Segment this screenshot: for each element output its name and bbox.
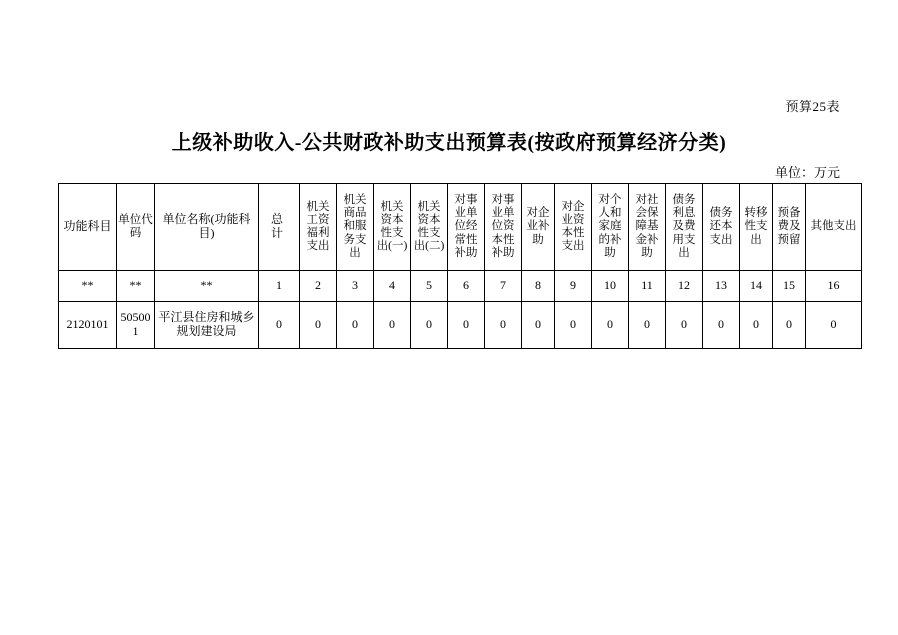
cell-agency-salary-welfare: 0 — [300, 302, 337, 349]
cell-agency-capital-1: 0 — [374, 302, 411, 349]
cell-reserve-fund: 0 — [773, 302, 806, 349]
cell-enterprise-capital: 0 — [555, 302, 592, 349]
cell-social-security-fund-subsidy: 0 — [629, 302, 666, 349]
col-header-unit-code: 单位代码 — [117, 184, 155, 271]
col-header-institution-capital-subsidy: 对事业单位资本性补助 — [485, 184, 522, 271]
cell-social-security-fund-subsidy: 11 — [629, 271, 666, 302]
col-header-agency-capital-1: 机关资本性支出(一) — [374, 184, 411, 271]
cell-debt-interest-fees: 12 — [666, 271, 703, 302]
cell-agency-capital-1: 4 — [374, 271, 411, 302]
cell-unit-name: 平江县住房和城乡规划建设局 — [155, 302, 259, 349]
table-header-row — [59, 184, 862, 271]
cell-agency-goods-services: 3 — [337, 271, 374, 302]
cell-function-subject: ** — [59, 271, 117, 302]
col-header-enterprise-subsidy: 对企业补助 — [522, 184, 555, 271]
cell-function-subject: 2120101 — [59, 302, 117, 349]
cell-agency-capital-2: 0 — [411, 302, 448, 349]
cell-debt-principal: 0 — [703, 302, 740, 349]
cell-unit-code: 505001 — [117, 302, 155, 349]
cell-other-expenditure: 16 — [806, 271, 862, 302]
col-header-other-expenditure: 其他支出 — [806, 184, 862, 271]
cell-institution-capital-subsidy: 0 — [485, 302, 522, 349]
col-header-agency-salary-welfare: 机关工资福利支出 — [300, 184, 337, 271]
col-header-transfer-expenditure: 转移性支出 — [740, 184, 773, 271]
budget-table — [58, 183, 862, 349]
cell-enterprise-subsidy: 8 — [522, 271, 555, 302]
cell-transfer-expenditure: 0 — [740, 302, 773, 349]
page-title: 上级补助收入-公共财政补助支出预算表(按政府预算经济分类) — [171, 132, 727, 154]
cell-total: 0 — [259, 302, 300, 349]
cell-other-expenditure: 0 — [806, 302, 862, 349]
cell-debt-principal: 13 — [703, 271, 740, 302]
cell-institution-recurrent-subsidy: 6 — [448, 271, 485, 302]
col-header-enterprise-capital: 对企业资本性支出 — [555, 184, 592, 271]
cell-unit-code: ** — [117, 271, 155, 302]
col-header-debt-principal: 债务还本支出 — [703, 184, 740, 271]
col-header-agency-goods-services: 机关商品和服务支出 — [337, 184, 374, 271]
table-row — [59, 302, 862, 349]
col-header-function-subject: 功能科目 — [59, 184, 117, 271]
col-header-agency-capital-2: 机关资本性支出(二) — [411, 184, 448, 271]
cell-institution-capital-subsidy: 7 — [485, 271, 522, 302]
col-header-unit-name: 单位名称(功能科目) — [155, 184, 259, 271]
cell-debt-interest-fees: 0 — [666, 302, 703, 349]
col-header-individual-family-subsidy: 对个人和家庭的补助 — [592, 184, 629, 271]
cell-unit-name: ** — [155, 271, 259, 302]
cell-agency-goods-services: 0 — [337, 302, 374, 349]
cell-transfer-expenditure: 14 — [740, 271, 773, 302]
form-code-label: 预算25表 — [785, 99, 840, 114]
col-header-debt-interest-fees: 债务利息及费用支出 — [666, 184, 703, 271]
cell-enterprise-capital: 9 — [555, 271, 592, 302]
col-header-institution-recurrent-subsidy: 对事业单位经常性补助 — [448, 184, 485, 271]
cell-individual-family-subsidy: 10 — [592, 271, 629, 302]
cell-institution-recurrent-subsidy: 0 — [448, 302, 485, 349]
col-header-social-security-fund-subsidy: 对社会保障基金补助 — [629, 184, 666, 271]
cell-agency-capital-2: 5 — [411, 271, 448, 302]
cell-total: 1 — [259, 271, 300, 302]
cell-agency-salary-welfare: 2 — [300, 271, 337, 302]
col-header-reserve-fund: 预备费及预留 — [773, 184, 806, 271]
table-row — [59, 271, 862, 302]
cell-individual-family-subsidy: 0 — [592, 302, 629, 349]
unit-note-label: 单位：万元 — [774, 165, 840, 180]
col-header-total: 总 计 — [259, 184, 300, 271]
cell-reserve-fund: 15 — [773, 271, 806, 302]
cell-enterprise-subsidy: 0 — [522, 302, 555, 349]
